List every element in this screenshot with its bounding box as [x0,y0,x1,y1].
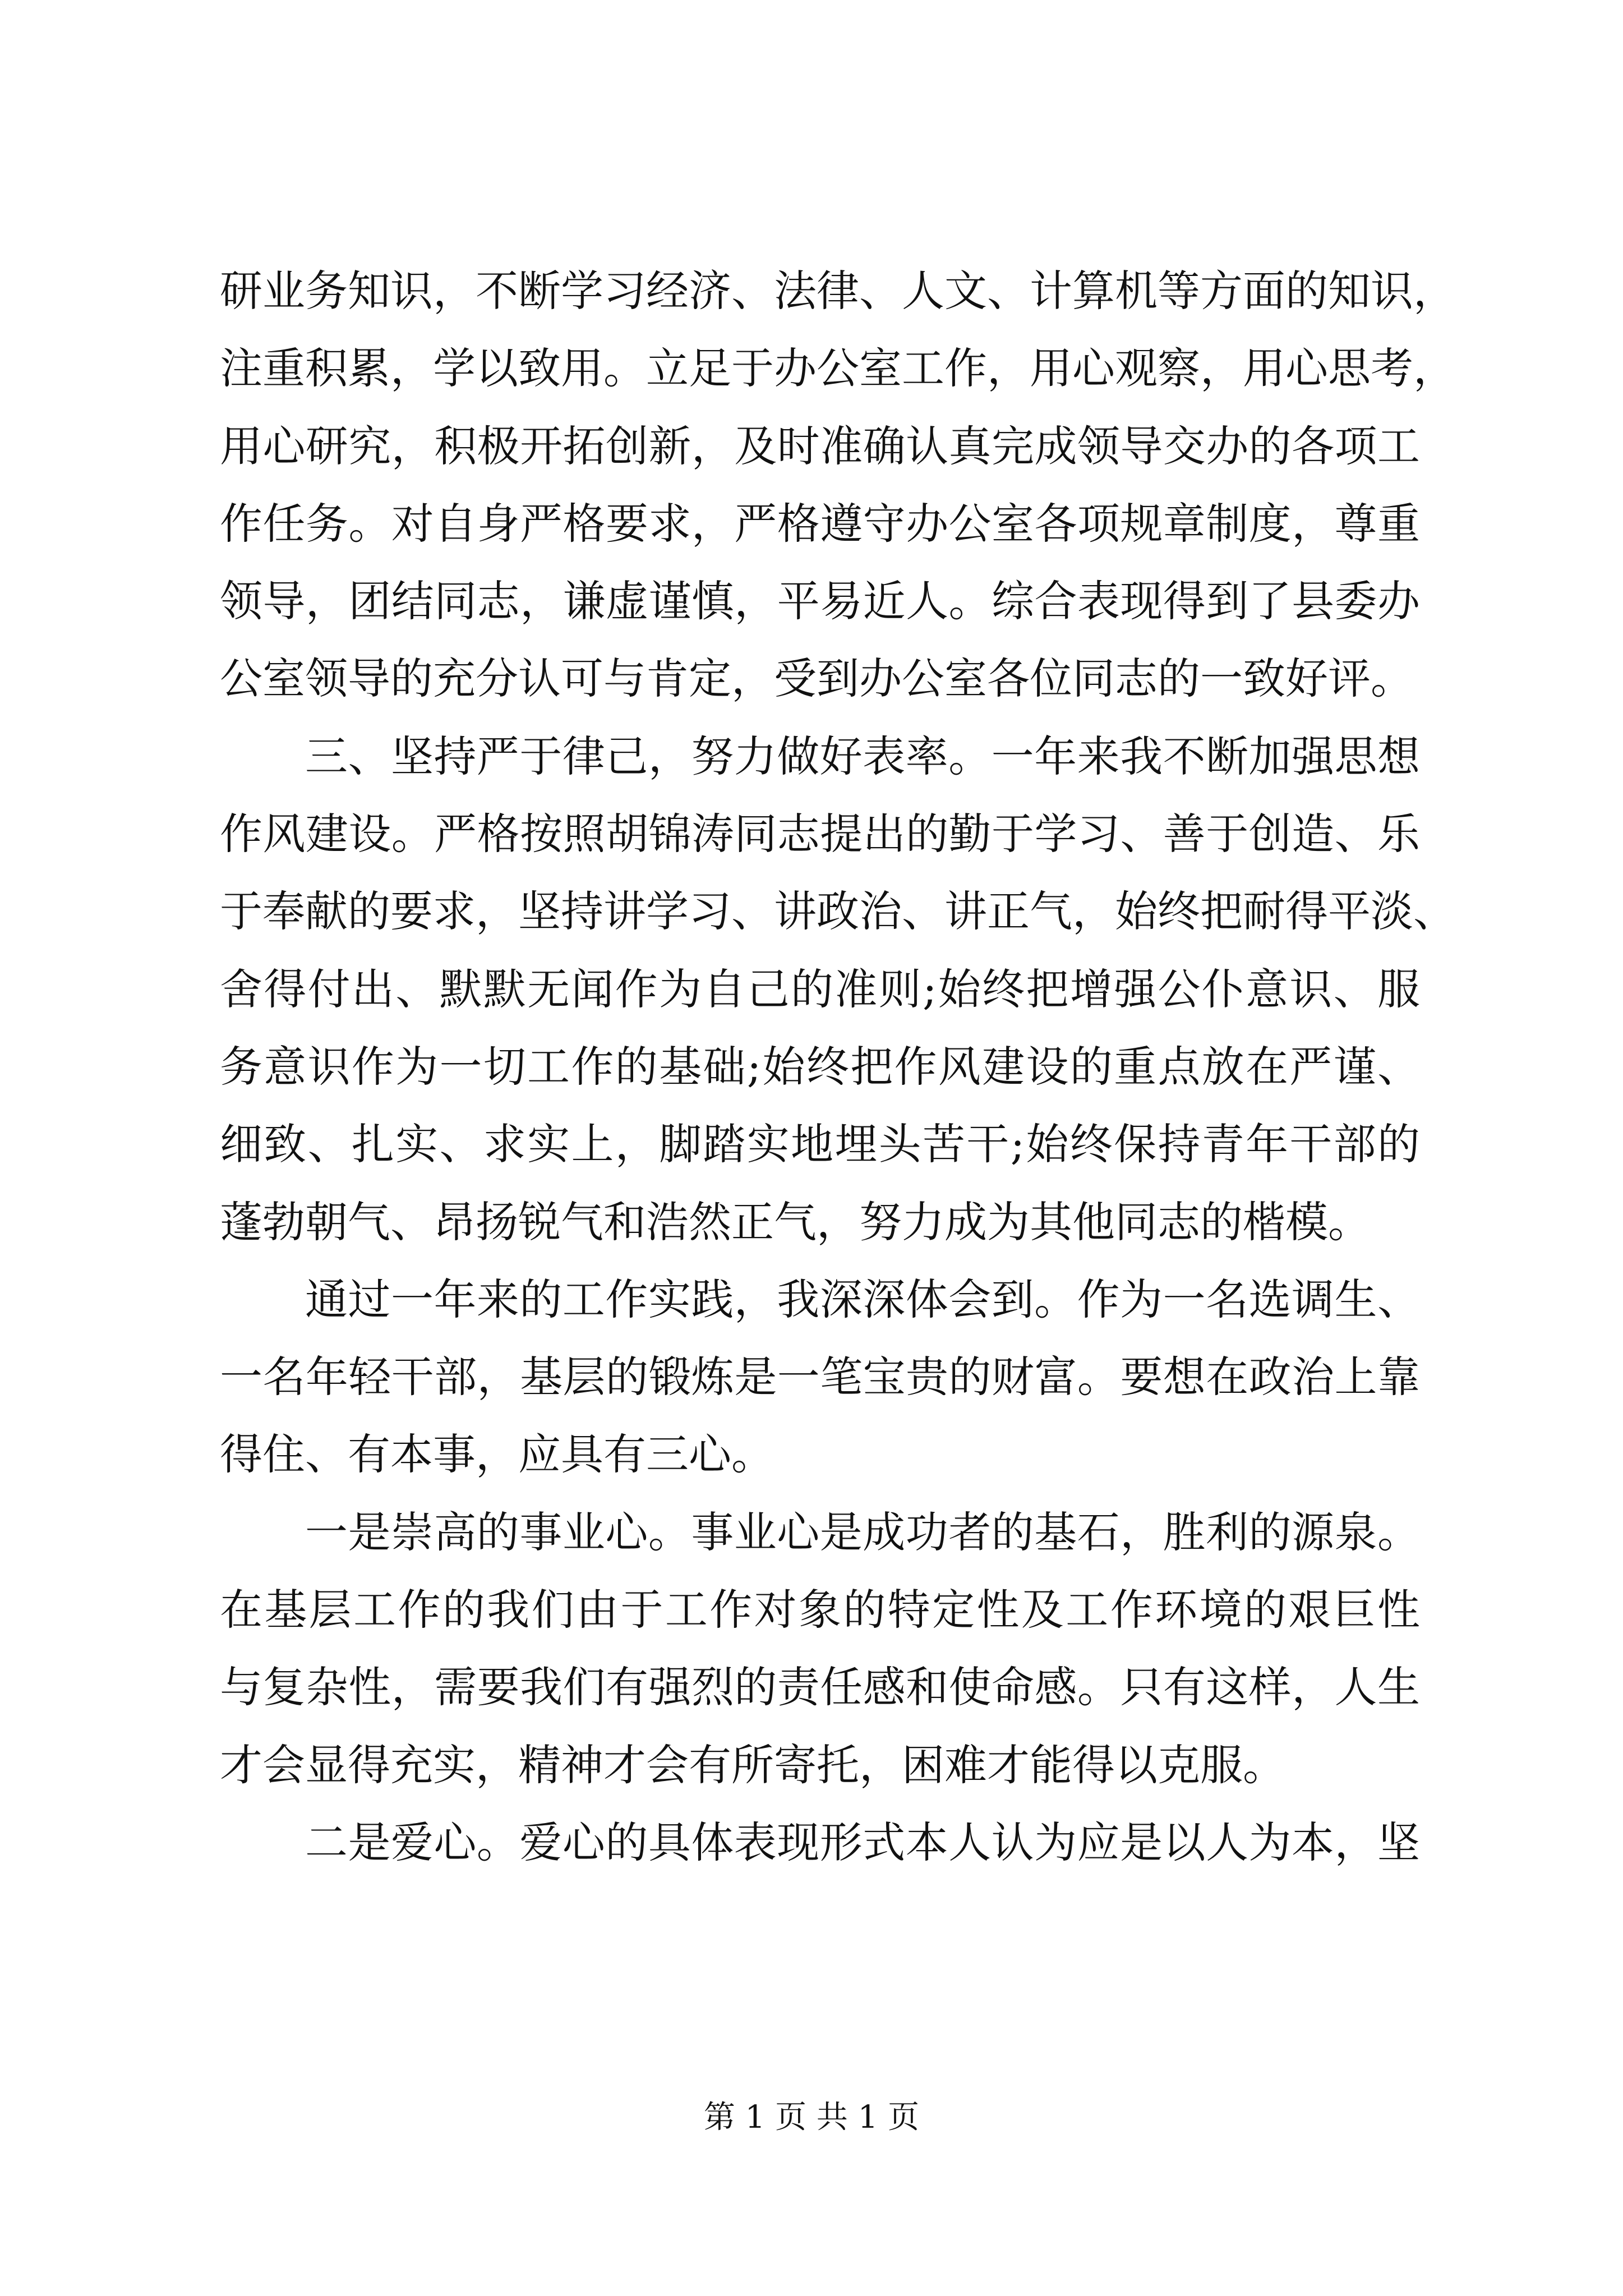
text-line: 用心研究，积极开拓创新，及时准确认真完成领导交办的各项工 [220,421,1420,471]
text-line: 研业务知识，不断学习经济、法律、人文、计算机等方面的知识， [220,266,1456,316]
text-line: 在基层工作的我们由于工作对象的特定性及工作环境的艰巨性 [220,1585,1420,1635]
text-line: 一是崇高的事业心。事业心是成功者的基石，胜利的源泉。 [305,1507,1420,1557]
text-line: 与复杂性，需要我们有强烈的责任感和使命感。只有这样，人生 [220,1662,1420,1713]
text-line: 注重积累，学以致用。立足于办公室工作，用心观察，用心思考， [220,343,1456,394]
text-line: 通过一年来的工作实践，我深深体会到。作为一名选调生、 [305,1274,1420,1324]
text-line: 蓬勃朝气、昂扬锐气和浩然正气，努力成为其他同志的楷模。 [220,1197,1371,1247]
text-line: 细致、扎实、求实上，脚踏实地埋头苦干;始终保持青年干部的 [220,1119,1420,1170]
text-line: 舍得付出、默默无闻作为自己的准则;始终把增强公仆意识、服 [220,964,1420,1014]
text-line: 于奉献的要求，坚持讲学习、讲政治、讲正气，始终把耐得平淡、 [220,886,1456,937]
text-line: 一名年轻干部，基层的锻炼是一笔宝贵的财富。要想在政治上靠 [220,1352,1420,1402]
text-line: 得住、有本事，应具有三心。 [220,1429,774,1480]
text-line: 领导，团结同志，谦虚谨慎，平易近人。综合表现得到了县委办 [220,576,1420,627]
text-line: 作任务。对自身严格要求，严格遵守办公室各项规章制度，尊重 [220,498,1420,549]
text-line: 公室领导的充分认可与肯定，受到办公室各位同志的一致好评。 [220,654,1413,704]
text-line: 务意识作为一切工作的基础;始终把作风建设的重点放在严谨、 [220,1041,1420,1092]
document-body [220,252,1456,1881]
text-line: 作风建设。严格按照胡锦涛同志提出的勤于学习、善于创造、乐 [220,809,1420,859]
page-number-footer: 第 1 页 共 1 页 [703,2099,920,2136]
text-line: 才会显得充实，精神才会有所寄托，困难才能得以克服。 [220,1740,1285,1790]
text-line: 三、坚持严于律己，努力做好表率。一年来我不断加强思想 [305,731,1420,781]
text-line: 二是爱心。爱心的具体表现形式本人认为应是以人为本，坚 [305,1817,1420,1867]
